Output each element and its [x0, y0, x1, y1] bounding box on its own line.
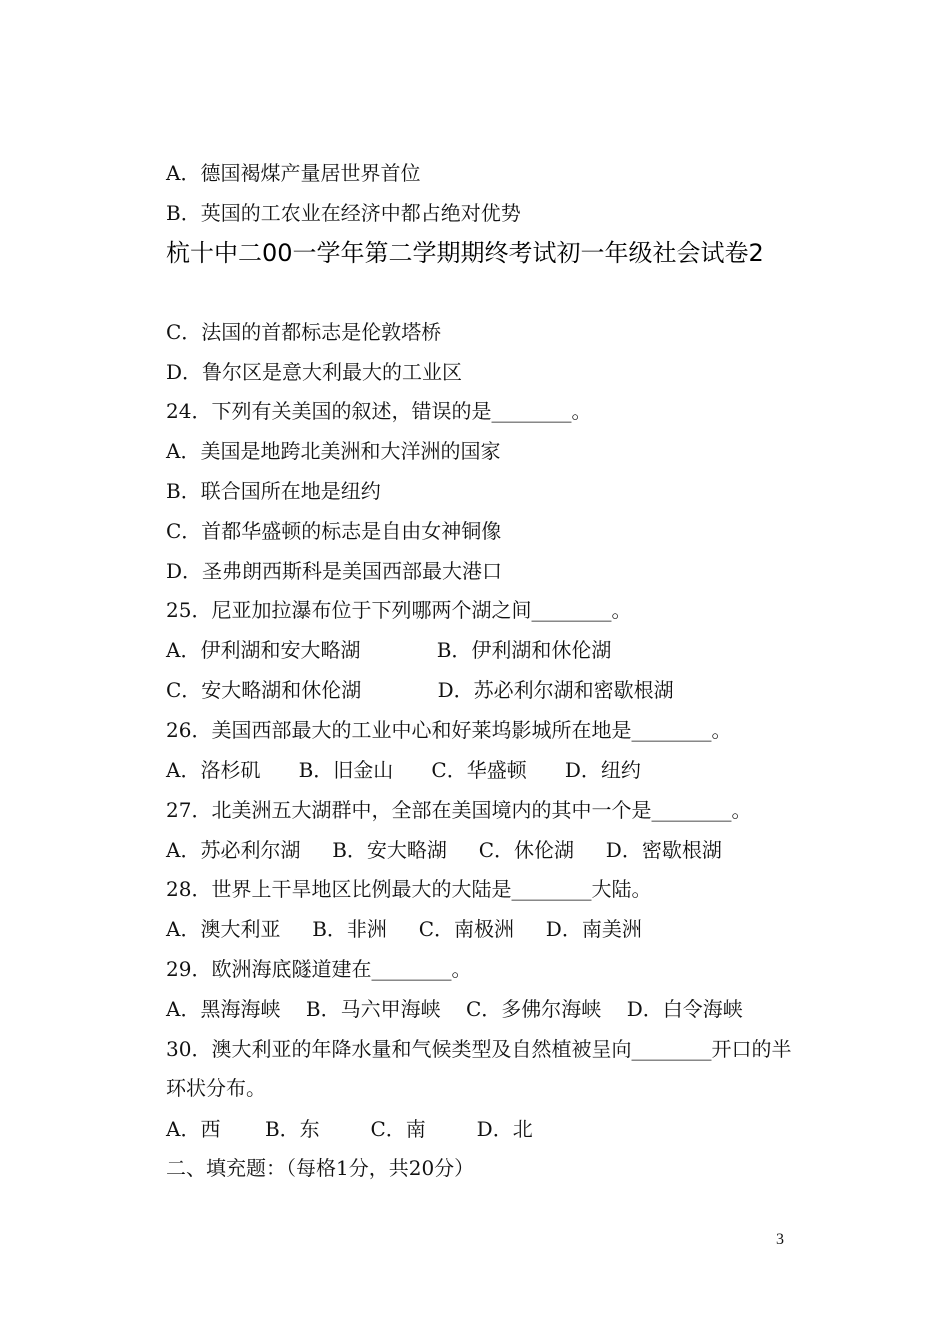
option-line: A．黑海海峡 B．马六甲海峡 C．多佛尔海峡 D．白令海峡	[166, 997, 743, 1021]
option-line: A．苏必利尔湖 B．安大略湖 C．休伦湖 D．密歇根湖	[166, 838, 722, 862]
option-line: C．法国的首都标志是伦敦塔桥	[166, 320, 442, 344]
option-line: C．首都华盛顿的标志是自由女神铜像	[166, 519, 502, 543]
option-line: B．联合国所在地是纽约	[166, 479, 381, 503]
page-number: 3	[776, 1231, 784, 1248]
question-25: 25．尼亚加拉瀑布位于下列哪两个湖之间________。	[166, 598, 632, 622]
question-29: 29．欧洲海底隧道建在________。	[166, 957, 472, 981]
option-line: A．德国褐煤产量居世界首位	[166, 161, 421, 185]
option-line: A．美国是地跨北美洲和大洋洲的国家	[166, 439, 501, 463]
question-24: 24．下列有关美国的叙述，错误的是________。	[166, 399, 592, 423]
option-line: B．英国的工农业在经济中都占绝对优势	[166, 201, 521, 225]
question-27: 27．北美洲五大湖群中，全部在美国境内的其中一个是________。	[166, 798, 752, 822]
option-line: A．西 B．东 C．南 D．北	[166, 1117, 533, 1141]
question-30-continued: 环状分布。	[166, 1076, 266, 1100]
option-line: D．圣弗朗西斯科是美国西部最大港口	[166, 559, 503, 583]
option-line: A．伊利湖和安大略湖 B．伊利湖和休伦湖	[166, 638, 612, 662]
option-line: C．安大略湖和休伦湖 D．苏必利尔湖和密歇根湖	[166, 678, 674, 702]
option-line: A．澳大利亚 B．非洲 C．南极洲 D．南美洲	[166, 917, 642, 941]
exam-title: 杭十中二00一学年第二学期期终考试初一年级社会试卷2	[166, 239, 764, 267]
option-line: A．洛杉矶 B．旧金山 C．华盛顿 D．纽约	[166, 758, 641, 782]
question-30: 30．澳大利亚的年降水量和气候类型及自然植被呈向________开口的半	[166, 1037, 792, 1061]
question-26: 26．美国西部最大的工业中心和好莱坞影城所在地是________。	[166, 718, 732, 742]
option-line: D．鲁尔区是意大利最大的工业区	[166, 360, 463, 384]
question-28: 28．世界上干旱地区比例最大的大陆是________大陆。	[166, 877, 652, 901]
section-heading-fill-in: 二、填充题：（每格1分，共20分）	[166, 1156, 475, 1180]
